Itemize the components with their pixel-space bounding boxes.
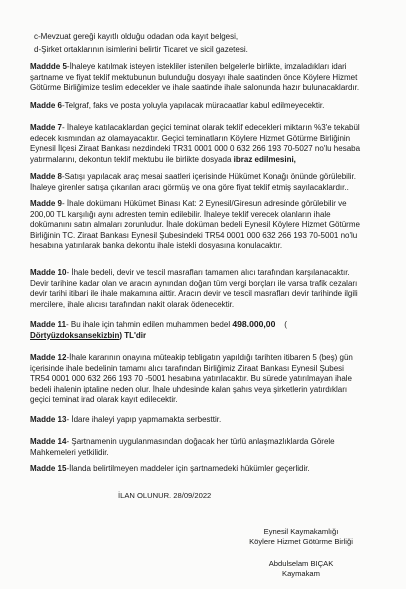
article-12-line: içerisinde ihale bedelinin tamamı alıcı tarafından Birliğimiz Ziraat Bankası Eynesil Şubesi: [30, 363, 344, 373]
article-9-line: Birliğinin TC. Ziraat Bankası Eynesil Şubesindeki TR54 0001 000 632 266 193 70-5001 no'lu: [30, 230, 358, 240]
article-9-line: - İhale dokümanı Hükümet Binası Kat: 2 Eynesil/Giresun adresinde görülebilir ve: [62, 199, 347, 208]
article-7-line: yatırmalarını, dekontun teklif mektubu ile birlikte dosyada: [30, 154, 234, 164]
article-11-label: Madde 11: [30, 320, 67, 329]
article-12-line: bedeli ihalenin iptaline neden olur. İhale uhdesinde kalan şahıs veya şirketlerin yatırdıkları: [30, 384, 348, 394]
signatory-name: Abdulselam BIÇAK: [268, 559, 334, 568]
article-12-line: geçici teminat irad olarak kayıt edilecektir.: [30, 395, 178, 404]
article-8-label: Madde 8: [30, 172, 63, 181]
announcement-date: İLAN OLUNUR. 28/09/2022: [118, 491, 212, 500]
clause-c: [34, 32, 384, 43]
article-9-line: 200,00 TL karşılığı aynı adresten temin edilebilir. İhaleye teklif verecek olanların ihale: [30, 209, 331, 219]
article-14: [30, 437, 386, 458]
article-14-label: Madde 14: [30, 437, 67, 446]
signature-org-sub: Köylere Hizmet Götürme Birliği: [249, 537, 353, 546]
article-10-line: devir tarihi itibari ile ihale makamına aittir. Aracın devir ve tescil masrafları devir tarihinde ilgili: [30, 289, 358, 298]
article-5-line: şartname ve fiyat teklif mektubunun bulunduğu dosyayı ihale saatinden önce Köylere Hizmet: [30, 72, 358, 82]
article-7-line: Eynesil İlçesi Ziraat Bankası nezdindeki TR31 0001 000 0 632 266 193 70-5027 no'lu hesaba: [30, 144, 361, 153]
clause-d: [34, 45, 384, 56]
clause-c-text: c-Mevzuat gereği kayıtlı olduğu odadan oda kayıt belgesi,: [34, 32, 239, 41]
article-15-label: Madde 15: [30, 464, 67, 473]
signatory-title: Kaymakam: [282, 569, 320, 578]
clause-d-text: d-Şirket ortaklarının isimlerini belirtir Ticaret ve sicil gazetesi.: [34, 45, 248, 54]
article-11: [30, 319, 386, 341]
article-11-paren-close: ) TL'dir: [119, 330, 147, 340]
article-6: [30, 101, 386, 112]
article-8-line: -Satışı yapılacak araç mesai saatleri içerisinde Hükümet Konağı önünde görülebilir.: [62, 172, 356, 181]
article-12-line: TR54 0001 000 632 266 193 70 -5001 hesabına yatırılacaktır. Bu sürede yatırılmayan ihale: [30, 374, 352, 383]
article-6-label: Madde 6: [30, 101, 63, 110]
article-10-label: Madde 10: [30, 268, 67, 277]
article-14-line: - Şartnamenin uygulanmasından doğacak her türlü anlaşmazlıklarda Görele: [66, 437, 335, 446]
article-15-text: -İlanda belirtilmeyen maddeler için şartnamedeki hükümler geçerlidir.: [66, 464, 310, 473]
article-9-line: dokümanını satın almaları zorunludur. İhale doküman bedeli Eynesil Köylere Hizmet Götürme: [30, 220, 360, 229]
article-7: [30, 123, 386, 165]
article-11-paren: (: [284, 320, 287, 329]
article-7-label: Madde 7: [30, 123, 63, 132]
article-9: [30, 199, 386, 252]
article-10-line: Devir tarihine kadar olan ve aracın aynından doğan tüm vergi borçları ile varsa trafik cezaları: [30, 278, 358, 288]
article-7-emphasis: ibraz edilmesini,: [233, 154, 296, 164]
article-10-line: - İhale bedeli, devir ve tescil masrafları tamamen alıcı tarafından karşılanacaktır.: [66, 268, 350, 277]
estimated-price: 498.000,00: [232, 319, 276, 329]
article-15: [30, 464, 386, 475]
article-5-line: Götürme Birliğimize teslim edecekler ve ihale saatinde ihale salonunda hazır bulunacaklardır.: [30, 83, 360, 92]
article-5: [30, 62, 386, 94]
signature-block: [226, 527, 376, 579]
article-13-label: Madde 13: [30, 415, 67, 424]
article-10-line: mercilere, ihale alıcısı tarafından nakit olarak ödenecektir.: [30, 299, 235, 309]
article-12-label: Madde 12: [30, 353, 67, 362]
price-in-words: Dörtyüzdoksansekizbin: [30, 330, 120, 340]
article-9-line: hesabına yatırılarak banka dekontu ihale istekli dosyasına konulacaktır.: [30, 241, 283, 250]
announcement: [118, 491, 318, 502]
article-13-text: - İdare ihaleyi yapıp yapmamakta serbesttir.: [66, 415, 222, 424]
signature-org: Eynesil Kaymakamlığı: [263, 527, 339, 536]
article-13: [30, 415, 386, 426]
article-10: [30, 268, 386, 310]
article-14-line: Mahkemeleri yetkilidir.: [30, 447, 109, 457]
article-7-line: - İhaleye katılacaklardan geçici teminat olarak teklif edecekleri miktarın %3'e tekabül: [62, 123, 360, 132]
article-5-line: -İhaleye katılmak isteyen istekliler istenilen belgelerle birlikte, imzaladıkları idari: [66, 62, 347, 71]
article-8-line: İhaleye girenler satışa çıkarılan aracı görmüş ve ona göre fiyat teklif etmiş sayılacaklardır..: [30, 182, 349, 192]
article-6-text: -Telgraf, faks ve posta yoluyla yapılacak müracaatlar kabul edilmeyecektir.: [62, 101, 325, 110]
article-12-line: -İhale kararının onayına müteakip tebligatın yapıldığı tarihten itibaren 5 (beş) gün: [66, 353, 353, 362]
article-7-line: edecek kısmından az olamayacaktır. Geçici teminatların Köylere Hizmet Götürme Birliğinin: [30, 133, 351, 143]
article-9-label: Madde 9: [30, 199, 63, 208]
article-11-text: - Bu ihale için tahmin edilen muhammen bedel: [66, 320, 231, 329]
article-12: [30, 353, 386, 406]
article-8: [30, 172, 386, 193]
article-5-label: Maddde 5: [30, 62, 67, 71]
